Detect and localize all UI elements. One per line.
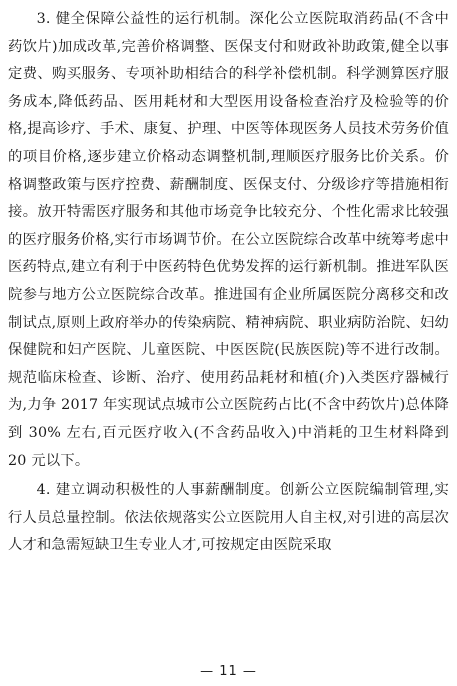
document-page bbox=[8, 6, 449, 560]
page-number: — 11 — bbox=[200, 664, 257, 679]
paragraph-3: 3. 健全保障公益性的运行机制。深化公立医院取消药品(不含中药饮片)加成改革,完善价格调整、医保支付和财政补助政策,健全以事定费、购买服务、专项补助相结合的科学补偿机制。科学测算医疗服务成本,降低药品、医用耗材和大型医用设备检查治疗及检验等的价格,提高诊疗、手术、康复、护理、中医等体现医务人员技术劳务价值的项目价格,逐步建立价格动态调整机制,理顺医疗服务比价关系。价格调整政策与医疗控费、薪酬制度、医保支付、分级诊疗等措施相衔接。放开特需医疗服务和其他市场竞争比较充分、个性化需求比较强的医疗服务价格,实行市场调节价。在公立医院综合改革中统筹考虑中医药特点,建立有利于中医药特色优势发挥的运行新机制。推进军队医院参与地方公立医院综合改革。推进国有企业所属医院分离移交和改制试点,原则上政府举办的传染病院、精神病院、职业病防治院、妇幼保健院和妇产医院、儿童医院、中医医院(民族医院)等不进行改制。规范临床检查、诊断、治疗、使用药品耗材和植(介)入类医疗器械行为,力争 2017 年实现试点城市公立医院药占比(不含中药饮片)总体降到 30% 左右,百元医疗收入(不含药品收入)中消耗的卫生材料降到 20 元以下。 bbox=[8, 11, 449, 469]
paragraph-4: 4. 建立调动积极性的人事薪酬制度。创新公立医院编制管理,实行人员总量控制。依法依规落实公立医院用人自主权,对引进的高层次人才和急需短缺卫生专业人才,可按规定由医院采取 bbox=[8, 482, 449, 554]
